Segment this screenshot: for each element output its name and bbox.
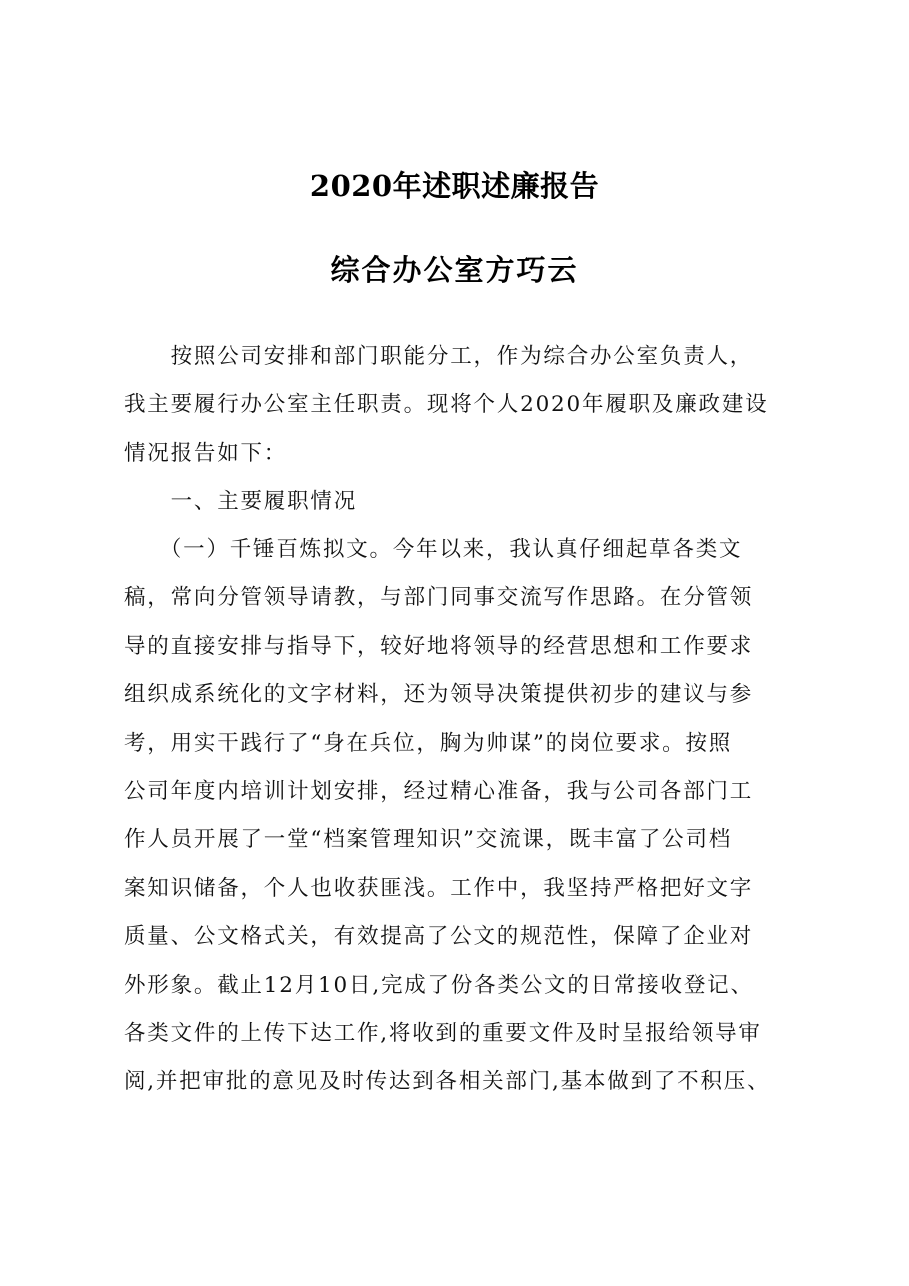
paragraph-line: 我主要履行办公室主任职责。现将个人2020年履职及廉政建设 — [124, 392, 769, 418]
paragraph-line: 质量、公文格式关，有效提高了公文的规范性，保障了企业对 — [124, 924, 754, 950]
paragraph-line: 组织成系统化的文字材料，还为领导决策提供初步的建议与参 — [124, 682, 754, 708]
paragraph-line: 外形象。截止12月10日,完成了份各类公文的日常接收登记、 — [124, 972, 754, 998]
paragraph-line: 阅,并把审批的意见及时传达到各相关部门,基本做到了不积压、 — [124, 1069, 771, 1095]
paragraph-line: 案知识储备，个人也收获匪浅。工作中，我坚持严格把好文字 — [124, 875, 754, 901]
paragraph-line: 导的直接安排与指导下，较好地将领导的经营思想和工作要求 — [124, 633, 754, 659]
section-heading-line: 一、主要履职情况 — [124, 489, 358, 514]
paragraph-line: （一）千锤百炼拟文。今年以来，我认真仔细起草各类文 — [124, 537, 743, 562]
paragraph-line: 公司年度内培训计划安排，经过精心准备，我与公司各部门工 — [124, 778, 754, 804]
paragraph-line: 情况报告如下： — [124, 440, 288, 466]
paragraph-line: 作人员开展了一堂“档案管理知识”交流课，既丰富了公司档 — [124, 827, 733, 853]
paragraph-intro — [124, 333, 814, 478]
document-title: 2020年述职述廉报告 — [309, 169, 600, 203]
paragraph-line: 各类文件的上传下达工作,将收到的重要文件及时呈报给领导审 — [124, 1020, 762, 1046]
paragraph-drafting — [124, 526, 814, 1107]
paragraph-line: 按照公司安排和部门职能分工，作为综合办公室负责人， — [124, 344, 754, 369]
document-subtitle: 综合办公室方巧云 — [330, 253, 579, 287]
section-heading — [124, 478, 814, 526]
paragraph-line: 考，用实干践行了“身在兵位，胸为帅谋”的岗位要求。按照 — [124, 730, 733, 756]
paragraph-line: 稿，常向分管领导请教，与部门同事交流写作思路。在分管领 — [124, 585, 754, 611]
